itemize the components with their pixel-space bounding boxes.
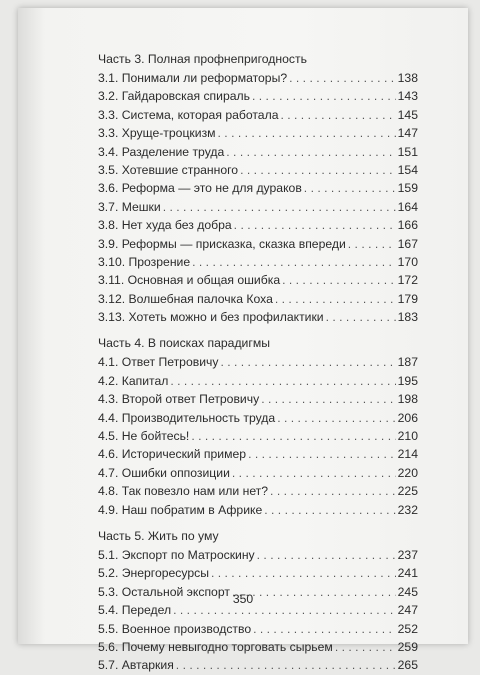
entry-page: 187 xyxy=(397,355,418,370)
toc-part-4 xyxy=(98,334,418,519)
entry-title: 3.3. Система, которая работала xyxy=(98,107,279,122)
entry-page: 206 xyxy=(397,410,418,425)
leader-dots xyxy=(240,161,396,179)
leader-dots xyxy=(289,69,396,87)
entry-page: 220 xyxy=(397,465,418,480)
entry-page: 166 xyxy=(397,218,418,233)
toc-entry xyxy=(98,427,418,445)
leader-dots xyxy=(176,656,396,674)
toc-entry xyxy=(98,198,418,216)
toc-entry xyxy=(98,290,418,308)
toc-entry xyxy=(98,409,418,427)
toc-entry xyxy=(98,308,418,326)
leader-dots xyxy=(234,216,396,234)
leader-dots xyxy=(191,427,395,445)
leader-dots xyxy=(270,482,396,500)
part-title: Часть 4. В поисках парадигмы xyxy=(98,336,270,351)
entry-page: 138 xyxy=(397,71,418,85)
entry-title: 5.1. Экспорт по Матроскину xyxy=(98,547,255,562)
toc-entry xyxy=(98,143,418,161)
entry-title: 5.6. Почему невыгодно торговать сырьем xyxy=(98,639,333,654)
entry-page: 145 xyxy=(397,107,418,122)
leader-dots xyxy=(335,638,396,656)
entry-page: 195 xyxy=(397,373,418,388)
part-title: Часть 3. Полная профнепригодность xyxy=(98,52,307,66)
entry-title: 3.3. Хруще-троцкизм xyxy=(98,126,216,141)
leader-dots xyxy=(252,87,396,105)
entry-page: 170 xyxy=(397,254,418,269)
toc-entry xyxy=(98,656,418,674)
leader-dots xyxy=(218,124,396,142)
entry-title: 3.5. Хотевшие странного xyxy=(98,162,239,177)
toc-entry xyxy=(98,353,418,371)
leader-dots xyxy=(257,546,396,564)
toc-entry xyxy=(98,482,418,500)
entry-title: 5.5. Военное производство xyxy=(98,621,252,636)
toc-entry xyxy=(98,106,418,124)
entry-page: 179 xyxy=(397,291,418,306)
leader-dots xyxy=(280,106,395,124)
leader-dots xyxy=(326,308,396,326)
entry-page: 252 xyxy=(397,621,418,636)
entry-title: 3.12. Волшебная палочка Коха xyxy=(98,291,273,306)
toc-entry xyxy=(98,124,418,142)
entry-title: 4.9. Наш побратим в Африке xyxy=(98,502,263,517)
entry-title: 3.9. Реформы — присказка, сказка впереди xyxy=(98,236,346,251)
entry-page: 164 xyxy=(397,199,418,214)
toc-entry xyxy=(98,546,418,564)
entry-page: 245 xyxy=(397,584,418,599)
leader-dots xyxy=(192,253,396,271)
entry-title: 4.6. Исторический пример xyxy=(98,447,247,462)
entry-page: 183 xyxy=(397,310,418,325)
page-number: 350 xyxy=(232,592,254,606)
entry-page: 172 xyxy=(397,273,418,288)
entry-page: 232 xyxy=(397,502,418,517)
entry-title: 5.4. Передел xyxy=(98,603,172,618)
leader-dots xyxy=(277,409,395,427)
toc-entry xyxy=(98,372,418,390)
part-title: Часть 5. Жить по уму xyxy=(98,528,219,543)
table-of-contents xyxy=(98,50,418,675)
entry-title: 3.11. Основная и общая ошибка xyxy=(98,273,281,288)
toc-entry xyxy=(98,271,418,289)
toc-entry xyxy=(98,235,418,253)
entry-page: 143 xyxy=(397,89,418,104)
entry-page: 210 xyxy=(397,429,418,444)
entry-page: 159 xyxy=(397,181,418,196)
leader-dots xyxy=(253,620,396,638)
leader-dots xyxy=(248,445,396,463)
entry-title: 4.1. Ответ Петровичу xyxy=(98,355,219,370)
entry-page: 151 xyxy=(397,144,418,159)
entry-page: 247 xyxy=(397,603,418,618)
leader-dots xyxy=(226,143,395,161)
leader-dots xyxy=(163,198,396,216)
leader-dots xyxy=(304,179,396,197)
leader-dots xyxy=(232,464,396,482)
entry-page: 237 xyxy=(397,547,418,562)
entry-title: 5.2. Энергоресурсы xyxy=(98,566,209,581)
entry-page: 214 xyxy=(397,447,418,462)
leader-dots xyxy=(275,290,396,308)
leader-dots xyxy=(220,353,395,371)
entry-title: 4.2. Капитал xyxy=(98,373,169,388)
entry-page: 167 xyxy=(397,236,418,251)
entry-page: 225 xyxy=(397,484,418,499)
entry-title: 3.7. Мешки xyxy=(98,199,161,214)
leader-dots xyxy=(348,235,396,253)
entry-title: 3.2. Гайдаровская спираль xyxy=(98,89,250,104)
leader-dots xyxy=(282,271,396,289)
book-page xyxy=(18,8,468,673)
toc-entry xyxy=(98,216,418,234)
leader-dots xyxy=(264,501,395,519)
toc-entry xyxy=(98,179,418,197)
entry-page: 147 xyxy=(397,126,418,141)
entry-title: 4.5. Не бойтесь! xyxy=(98,429,190,444)
toc-entry xyxy=(98,620,418,638)
toc-entry xyxy=(98,87,418,105)
toc-part-3 xyxy=(98,50,418,326)
entry-title: 5.3. Остальной экспорт xyxy=(98,584,230,599)
toc-entry xyxy=(98,564,418,582)
entry-title: 4.8. Так повезло нам или нет? xyxy=(98,484,269,499)
entry-title: 5.7. Автаркия xyxy=(98,658,174,673)
entry-title: 3.4. Разделение труда xyxy=(98,144,225,159)
entry-page: 241 xyxy=(397,566,418,581)
toc-entry xyxy=(98,390,418,408)
toc-entry xyxy=(98,253,418,271)
entry-title: 3.8. Нет худа без добра xyxy=(98,218,232,233)
toc-entry xyxy=(98,69,418,87)
entry-title: 4.7. Ошибки оппозиции xyxy=(98,465,230,480)
leader-dots xyxy=(261,390,395,408)
leader-dots xyxy=(170,372,395,390)
toc-entry xyxy=(98,464,418,482)
leader-dots xyxy=(211,564,396,582)
toc-entry xyxy=(98,161,418,179)
toc-entry xyxy=(98,501,418,519)
entry-page: 265 xyxy=(397,658,418,673)
entry-title: 3.13. Хотеть можно и без профилактики xyxy=(98,310,324,325)
entry-title: 4.3. Второй ответ Петровичу xyxy=(98,392,260,407)
entry-page: 259 xyxy=(397,639,418,654)
entry-title: 3.10. Прозрение xyxy=(98,254,191,269)
toc-entry xyxy=(98,445,418,463)
entry-title: 3.1. Понимали ли реформаторы? xyxy=(98,71,288,85)
entry-title: 3.6. Реформа — это не для дураков xyxy=(98,181,302,196)
toc-entry xyxy=(98,638,418,656)
entry-page: 154 xyxy=(397,162,418,177)
entry-title: 4.4. Производительность труда xyxy=(98,410,276,425)
entry-page: 198 xyxy=(397,392,418,407)
